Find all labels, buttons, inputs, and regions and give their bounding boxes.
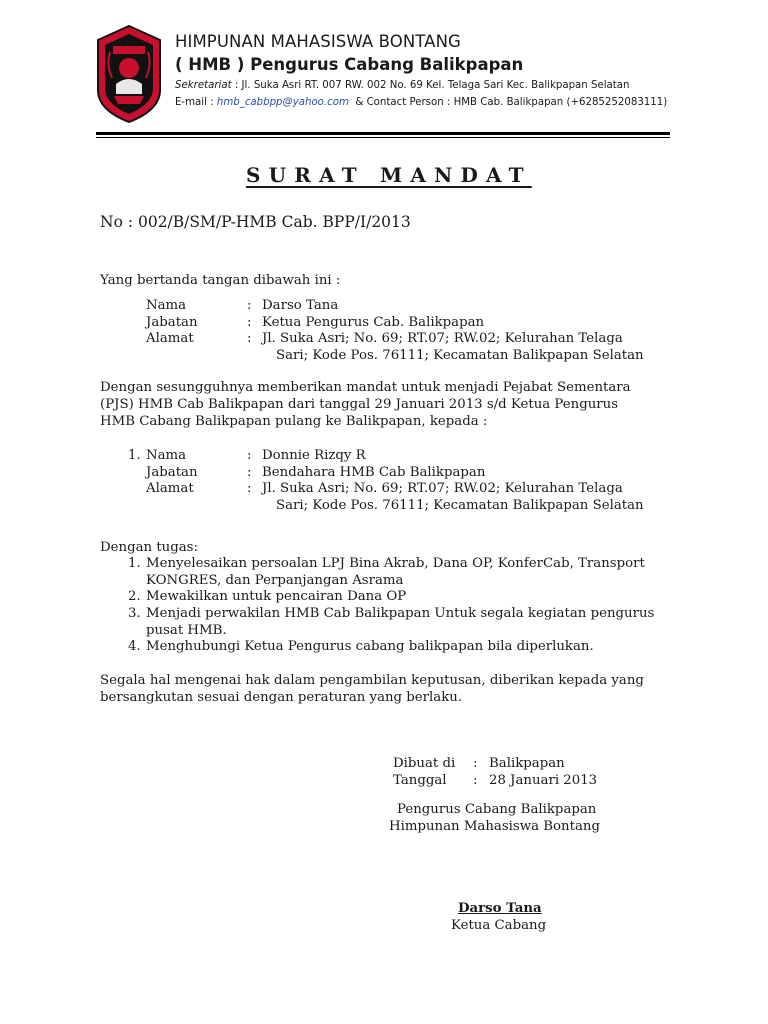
signer-name: Darso Tana (458, 901, 542, 916)
hmb-logo-icon (96, 24, 162, 124)
header-rule-thick (96, 132, 670, 135)
colon: : (473, 756, 478, 771)
secretariat-label: Sekretariat (175, 80, 232, 91)
duty-item: Menghubungi Ketua Pengurus cabang balikpapan bila diperlukan. (146, 639, 594, 654)
statement-line: HMB Cabang Balikpapan pulang ke Balikpapan, kepada : (100, 414, 488, 429)
secretariat-text: : Jl. Suka Asri RT. 007 RW. 002 No. 69 Kel. Telaga Sari Kec. Balikpapan Selatan (234, 80, 630, 91)
email-link[interactable]: hmb_cabbpp@yahoo.com (216, 97, 349, 108)
duty-item-continued: KONGRES, dan Perpanjangan Asrama (146, 573, 404, 588)
statement-line: Dengan sesungguhnya memberikan mandat untuk menjadi Pejabat Sementara (100, 380, 631, 395)
duty-number: 4. (128, 639, 141, 654)
colon: : (247, 315, 252, 330)
colon: : (473, 773, 478, 788)
grantee-address-label: Alamat (146, 481, 194, 496)
statement-line: (PJS) HMB Cab Balikpapan dari tanggal 29 Januari 2013 s/d Ketua Pengurus (100, 397, 619, 412)
duty-item-continued: pusat HMB. (146, 623, 227, 638)
contact-text: & Contact Person : HMB Cab. Balikpapan (+6285252083111) (355, 97, 668, 108)
org-name: HIMPUNAN MAHASISWA BONTANG (175, 32, 461, 51)
grantee-address-line1: Jl. Suka Asri; No. 69; RT.07; RW.02; Kelurahan Telaga (262, 481, 623, 496)
closing-line: Segala hal mengenai hak dalam pengambilan keputusan, diberikan kepada yang (100, 673, 644, 688)
grantee-position-label: Jabatan (146, 465, 198, 480)
grantee-name: Donnie Rizqy R (262, 448, 366, 463)
date-label: Tanggal (393, 773, 447, 788)
grantee-name-label: Nama (146, 448, 187, 463)
duty-item: Menyelesaikan persoalan LPJ Bina Akrab, Dana OP, KonferCab, Transport (146, 556, 645, 571)
duty-number: 1. (128, 556, 141, 571)
letter-title: SURAT MANDAT (246, 163, 532, 187)
grantee-index: 1. (128, 448, 141, 463)
grantee-address-line2: Sari; Kode Pos. 76111; Kecamatan Balikpapan Selatan (276, 498, 644, 513)
secretariat-address (175, 80, 630, 91)
colon: : (247, 331, 252, 346)
duty-item: Mewakilkan untuk pencairan Dana OP (146, 589, 407, 604)
signer-org-line1: Pengurus Cabang Balikpapan (397, 802, 597, 817)
grantor-address-line2: Sari; Kode Pos. 76111; Kecamatan Balikpapan Selatan (276, 348, 644, 363)
grantor-address-label: Alamat (146, 331, 194, 346)
grantor-position-label: Jabatan (146, 315, 198, 330)
place-label: Dibuat di (393, 756, 456, 771)
grantor-name: Darso Tana (262, 298, 339, 313)
contact-line (175, 97, 667, 108)
branch-name: ( HMB ) Pengurus Cabang Balikpapan (175, 55, 524, 74)
duty-number: 2. (128, 589, 141, 604)
intro-text: Yang bertanda tangan dibawah ini : (100, 273, 341, 288)
closing-line: bersangkutan sesuai dengan peraturan yang berlaku. (100, 690, 463, 705)
header-rule-thin (96, 137, 670, 138)
grantor-address-line1: Jl. Suka Asri; No. 69; RT.07; RW.02; Kelurahan Telaga (262, 331, 623, 346)
duties-intro: Dengan tugas: (100, 540, 198, 555)
colon: : (247, 448, 252, 463)
letter-number: No : 002/B/SM/P-HMB Cab. BPP/I/2013 (100, 213, 411, 231)
duty-item: Menjadi perwakilan HMB Cab Balikpapan Untuk segala kegiatan pengurus (146, 606, 655, 621)
colon: : (247, 481, 252, 496)
colon: : (247, 465, 252, 480)
grantor-position: Ketua Pengurus Cab. Balikpapan (262, 315, 485, 330)
grantee-position: Bendahara HMB Cab Balikpapan (262, 465, 486, 480)
colon: : (247, 298, 252, 313)
signer-role: Ketua Cabang (451, 918, 547, 933)
date-value: 28 Januari 2013 (489, 773, 598, 788)
duty-number: 3. (128, 606, 141, 621)
signer-org-line2: Himpunan Mahasiswa Bontang (389, 819, 600, 834)
grantor-name-label: Nama (146, 298, 187, 313)
place-value: Balikpapan (489, 756, 565, 771)
email-label: E-mail : (175, 97, 214, 108)
